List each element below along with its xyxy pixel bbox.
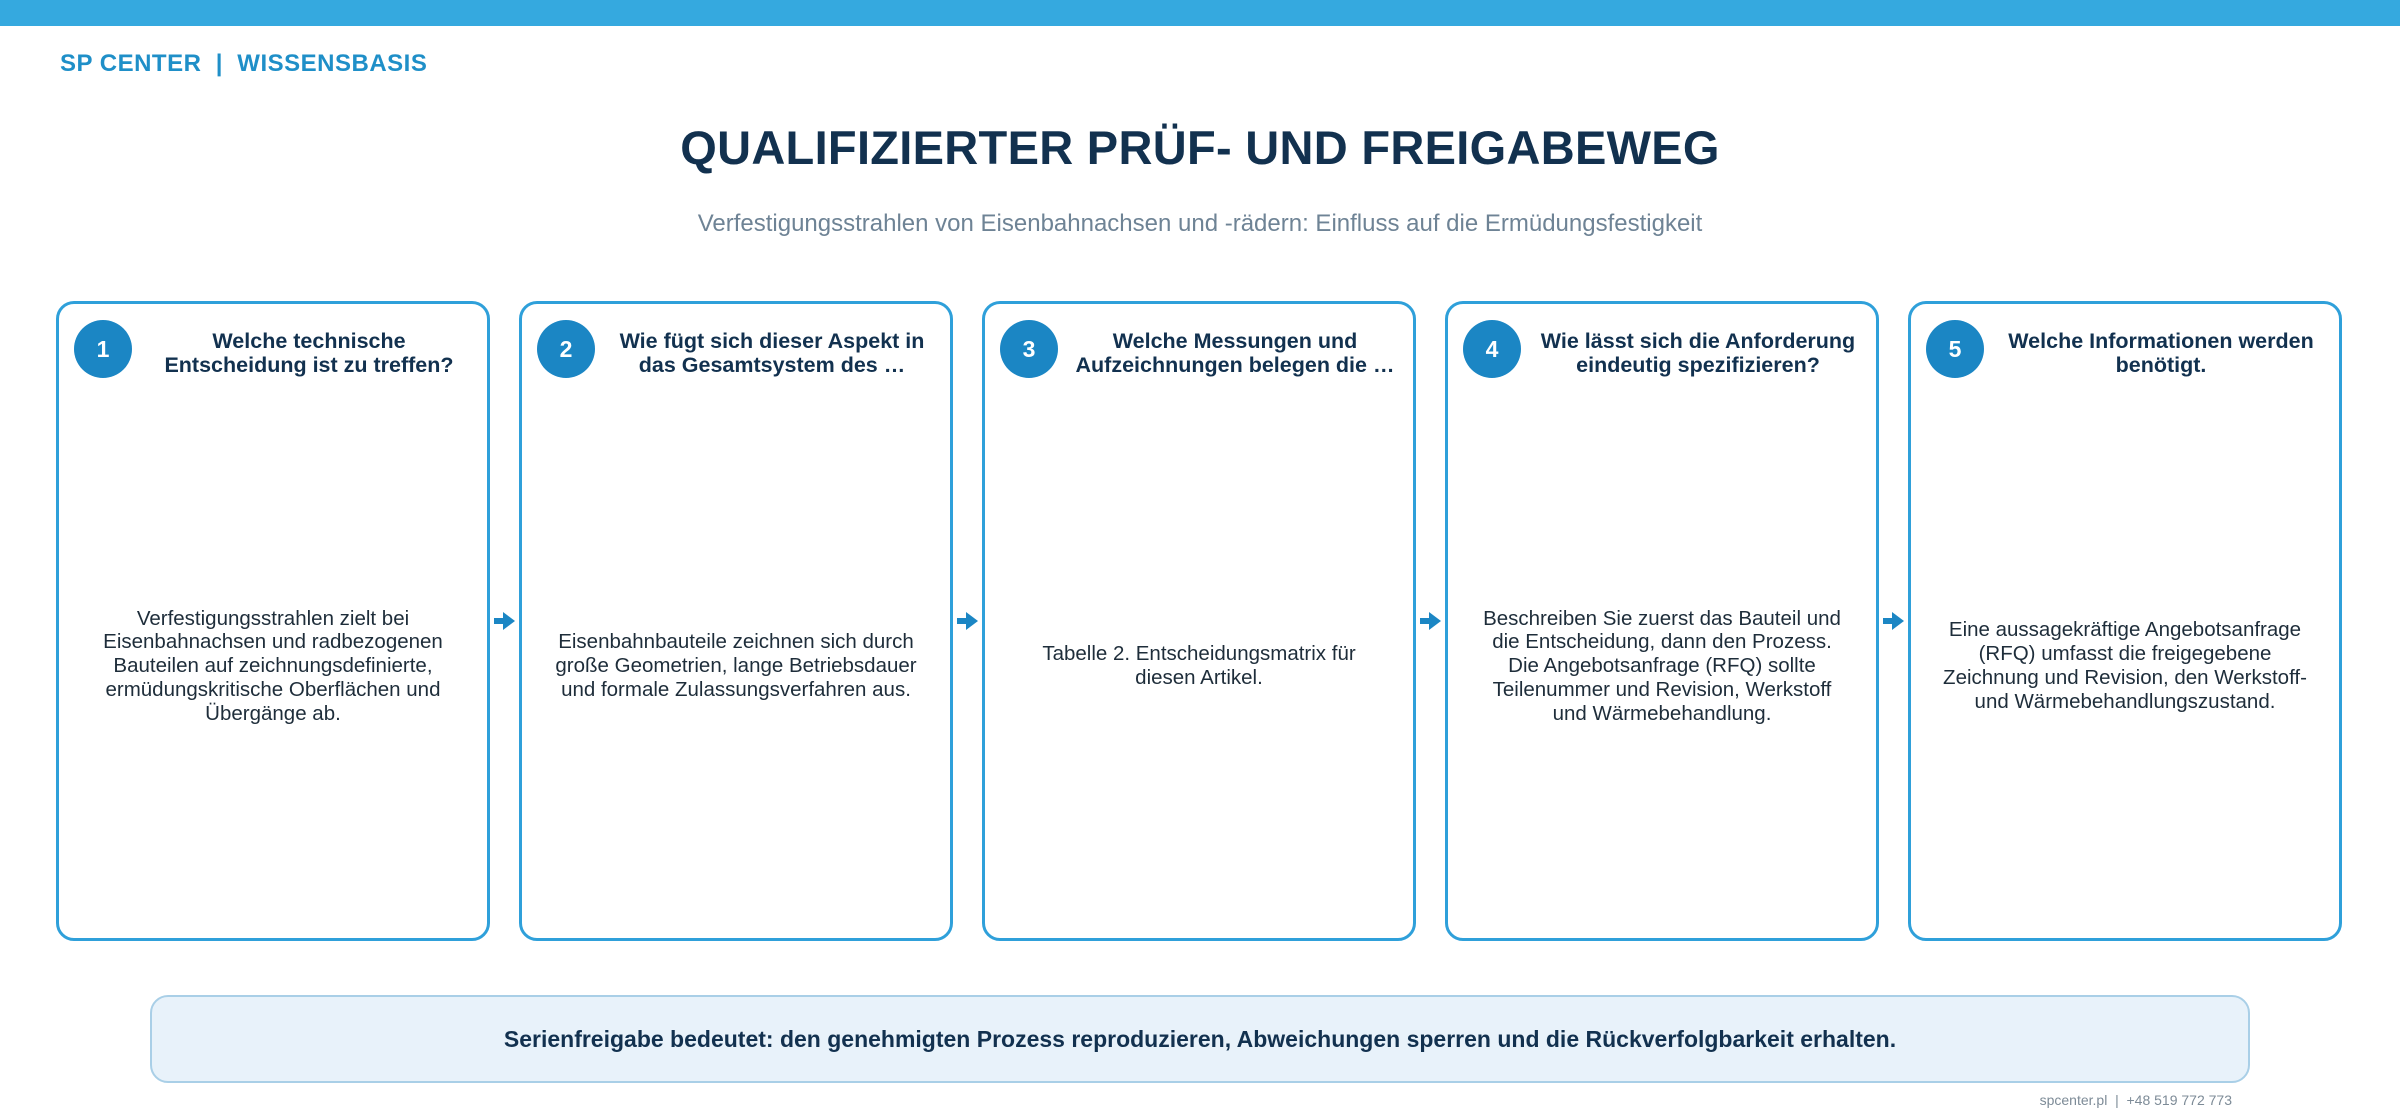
step-body: [544, 414, 928, 918]
summary-callout-text: Serienfreigabe bedeutet: den genehmigten Prozess reproduzieren, Abweichungen sperren und die Rückverfolgbarkeit erhalten.: [503, 1025, 1897, 1052]
step-number-badge: 3: [1000, 320, 1058, 378]
flow-arrow-icon: [1420, 610, 1442, 632]
step-body-line: Bauteilen auf zeichnungsdefinierte,: [113, 654, 433, 678]
step-title: Welche Messungen und Aufzeichnungen belegen die …: [1075, 329, 1395, 378]
step-body: [1933, 414, 2317, 918]
step-body-line: und Wärmebehandlung.: [1552, 701, 1772, 725]
step-body-line: Die Angebotsanfrage (RFQ) sollte: [1508, 654, 1816, 678]
step-card-1: [56, 301, 490, 941]
step-body-line: Eisenbahnachsen und radbezogenen: [103, 630, 443, 654]
flow-arrow-icon: [494, 610, 516, 632]
step-body-line: Zeichnung und Revision, den Werkstoff-: [1943, 666, 2307, 689]
step-title: Wie lässt sich die Anforderung eindeutig spezifizieren?: [1540, 329, 1856, 378]
step-body-line: Verfestigungsstrahlen zielt bei: [136, 606, 410, 630]
step-body-line: Tabelle 2. Entscheidungsmatrix für: [1042, 642, 1356, 666]
step-title: Wie fügt sich dieser Aspekt in das Gesamtsystem des …: [619, 329, 925, 378]
step-body-line: (RFQ) umfasst die freigegebene: [1978, 642, 2272, 666]
flow-arrow-icon: [1883, 610, 1905, 632]
step-body-line: und Wärmebehandlungszustand.: [1974, 689, 2276, 713]
step-number-badge: 2: [537, 320, 595, 378]
step-body-line: Eine aussagekräftige Angebotsanfrage: [1948, 618, 2302, 642]
step-body-line: Eisenbahnbauteile zeichnen sich durch: [558, 630, 914, 654]
step-title: Welche Informationen werden benötigt.: [2008, 329, 2314, 378]
step-body-line: Teilenummer und Revision, Werkstoff: [1492, 677, 1832, 701]
brand-label[interactable]: SP CENTER | WISSENSBASIS: [60, 50, 428, 77]
flow-arrow-icon: [957, 610, 979, 632]
step-body-line: diesen Artikel.: [1135, 666, 1263, 689]
summary-callout: [150, 995, 2250, 1083]
step-body-line: große Geometrien, lange Betriebsdauer: [555, 654, 917, 678]
step-body-line: ermüdungskritische Oberflächen und: [105, 677, 441, 701]
step-number-badge: 1: [74, 320, 132, 378]
step-body-line: Übergänge ab.: [205, 701, 341, 725]
step-card-3: [982, 301, 1416, 941]
step-body-line: und formale Zulassungsverfahren aus.: [561, 677, 911, 701]
step-body-line: Beschreiben Sie zuerst das Bauteil und: [1483, 606, 1841, 630]
page-subtitle: Verfestigungsstrahlen von Eisenbahnachsen und -rädern: Einfluss auf die Ermüdungsfestigkeit: [697, 210, 1703, 237]
top-accent-bar: [0, 0, 2400, 26]
footer-contact: spcenter.pl | +48 519 772 773: [2039, 1092, 2232, 1108]
step-number-badge: 4: [1463, 320, 1521, 378]
page-title: QUALIFIZIERTER PRÜF- UND FREIGABEWEG: [680, 121, 1720, 174]
step-card-4: [1445, 301, 1879, 941]
step-body-line: die Entscheidung, dann den Prozess.: [1492, 630, 1832, 654]
step-card-2: [519, 301, 953, 941]
step-number-badge: 5: [1926, 320, 1984, 378]
step-body: [1007, 414, 1391, 918]
step-body: [81, 414, 465, 918]
step-title: Welche technische Entscheidung ist zu treffen?: [164, 329, 454, 378]
step-body: [1470, 414, 1854, 918]
step-card-5: [1908, 301, 2342, 941]
